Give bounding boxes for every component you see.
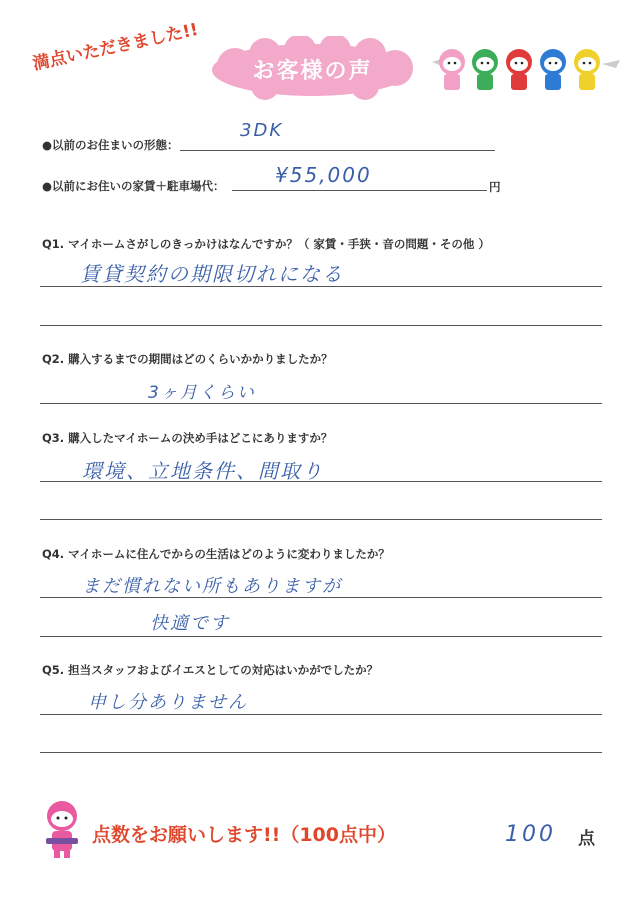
previous-home-label: ●以前のお住まいの形態： [42, 138, 179, 152]
question-5: Q5. 担当スタッフおよびイエスとしての対応はいかがでしたか？ [42, 663, 379, 677]
banner-cloud [205, 36, 420, 102]
answer-5: 申し分ありません [88, 692, 248, 713]
q4-line-1 [40, 597, 602, 598]
question-3: Q3. 購入したマイホームの決め手はどこにありますか？ [42, 431, 333, 445]
question-1: Q1. マイホームさがしのきっかけはなんですか？（ 家賃・手狭・音の問題・その他 ） [42, 237, 490, 251]
satisfied-text: 満点いただきました!! [31, 19, 201, 75]
rent-underline [232, 190, 487, 191]
q3-line-2 [40, 519, 602, 520]
q3-line-1 [40, 481, 602, 482]
previous-home-underline [180, 150, 495, 151]
question-2: Q2. 購入するまでの期間はどのくらいかかりましたか？ [42, 352, 333, 366]
pink-ninja-icon [38, 798, 86, 860]
rent-value: ¥55,000 [275, 163, 372, 187]
q1-line-2 [40, 325, 602, 326]
q5-line-1 [40, 714, 602, 715]
footer-mascot [38, 798, 86, 860]
q1-line-1 [40, 286, 602, 287]
score-prompt: 点数をお願いします!!（100点中） [92, 824, 396, 846]
score-value: 100 [505, 822, 556, 847]
previous-home-value: 3DK [240, 120, 284, 141]
question-4: Q4. マイホームに住んでからの生活はどのように変わりましたか？ [42, 547, 390, 561]
q4-line-2 [40, 636, 602, 637]
satisfied-label [30, 10, 224, 89]
q5-line-2 [40, 752, 602, 753]
score-unit: 点 [578, 829, 595, 849]
answer-4-line-1: まだ慣れない所もありますが [82, 576, 342, 597]
rent-unit: 円 [489, 180, 501, 194]
ninja-mascots-icon [430, 40, 630, 100]
rent-label: ●以前にお住いの家賃＋駐車場代： [42, 179, 225, 193]
mascot-group [430, 40, 630, 100]
answer-4-line-2: 快適です [150, 613, 230, 634]
answer-2: 3ヶ月くらい [148, 383, 256, 403]
answer-3: 環境、立地条件、間取り [82, 459, 324, 483]
q2-line-1 [40, 403, 602, 404]
answer-1: 賃貸契約の期限切れになる [80, 262, 344, 286]
banner-title: お客様の声 [252, 59, 373, 84]
